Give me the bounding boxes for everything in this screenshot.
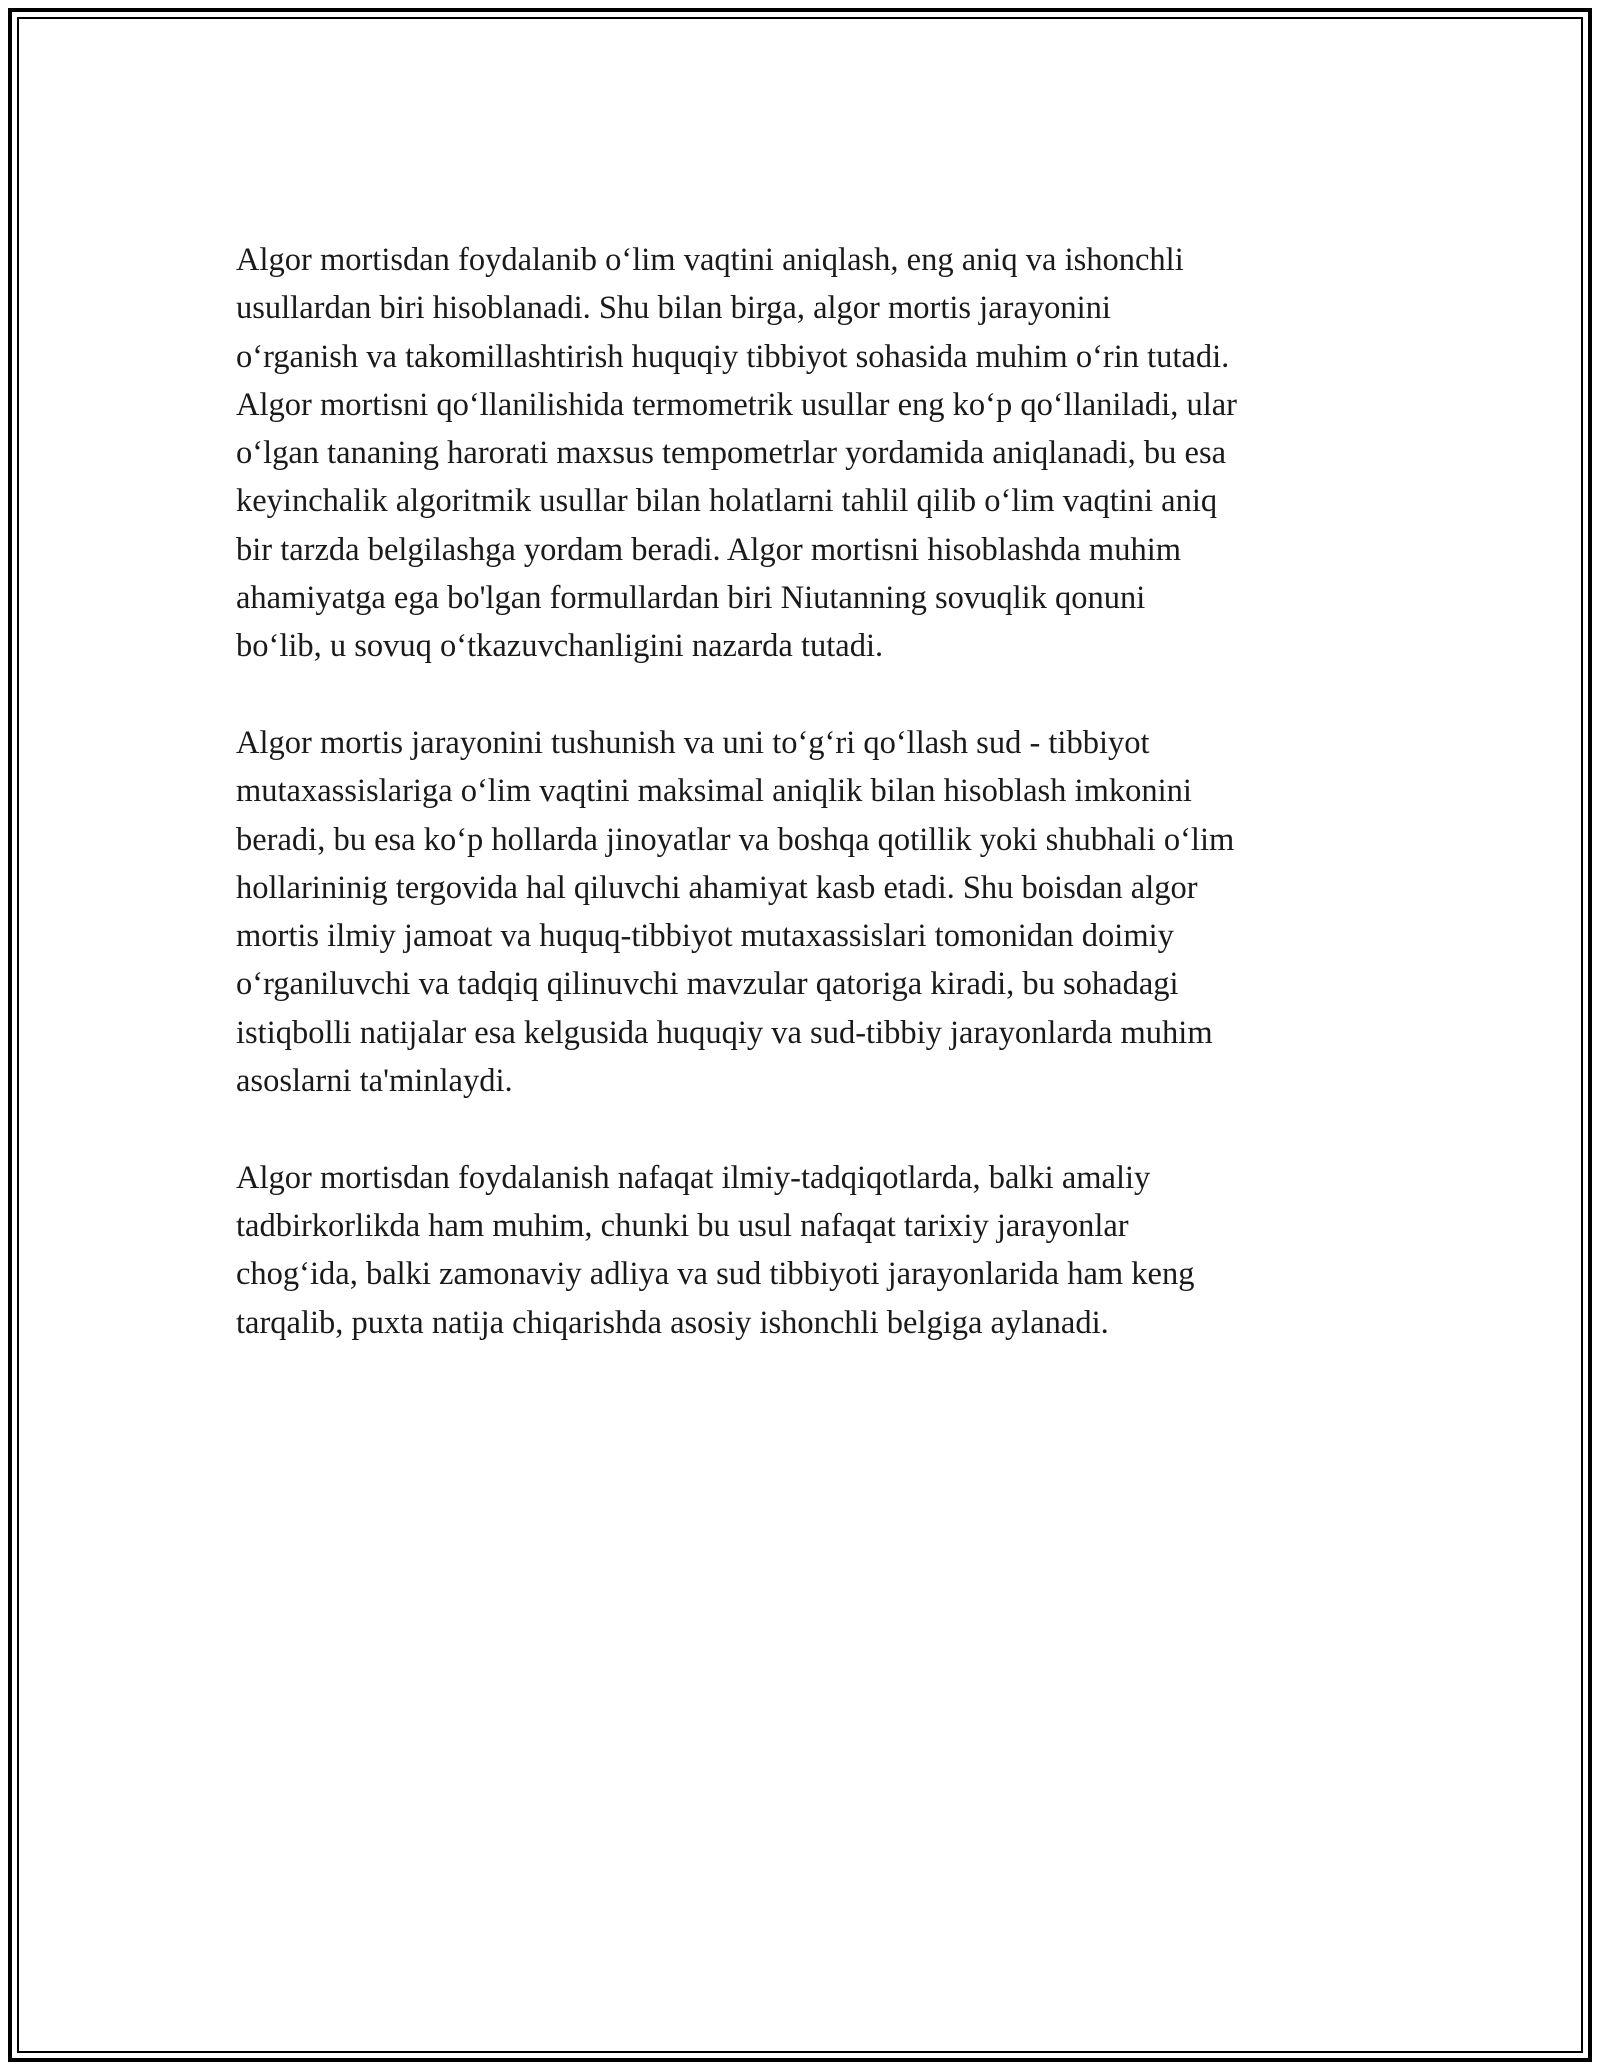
paragraph-2	[236, 719, 1366, 1105]
text-line: mutaxassislariga o‘lim vaqtini maksimal aniqlik bilan hisoblash imkonini	[236, 773, 1192, 810]
text-line: mortis ilmiy jamoat va huquq-tibbiyot mutaxassislari tomonidan doimiy	[236, 918, 1174, 955]
text-line: tarqalib, puxta natija chiqarishda asosiy ishonchli belgiga aylanadi.	[236, 1304, 1109, 1341]
text-line: Algor mortisdan foydalanish nafaqat ilmiy-tadqiqotlarda, balki amaliy	[236, 1159, 1151, 1196]
text-line: Algor mortisni qo‘llanilishida termometrik usullar eng ko‘p qo‘llaniladi, ular	[236, 386, 1237, 423]
text-line: beradi, bu esa ko‘p hollarda jinoyatlar va boshqa qotillik yoki shubhali o‘lim	[236, 821, 1235, 858]
text-line: o‘rganiluvchi va tadqiq qilinuvchi mavzular qatoriga kiradi, bu sohadagi	[236, 966, 1179, 1003]
text-line: tadbirkorlikda ham muhim, chunki bu usul nafaqat tarixiy jarayonlar	[236, 1207, 1129, 1244]
text-line: bo‘lib, u sovuq o‘tkazuvchanligini nazarda tutadi.	[236, 628, 884, 665]
text-line: Algor mortis jarayonini tushunish va uni to‘g‘ri qo‘llash sud - tibbiyot	[236, 724, 1150, 761]
text-line: Algor mortisdan foydalanib o‘lim vaqtini aniqlash, eng aniq va ishonchli	[236, 242, 1184, 278]
text-line: chog‘ida, balki zamonaviy adliya va sud tibbiyoti jarayonlarida ham keng	[236, 1256, 1195, 1293]
text-line: keyinchalik algoritmik usullar bilan holatlarni tahlil qilib o‘lim vaqtini aniq	[236, 483, 1218, 520]
paragraph-1	[236, 236, 1366, 671]
paragraph-3	[236, 1154, 1366, 1347]
text-line: ahamiyatga ega bo'lgan formullardan biri Niutanning sovuqlik qonuni	[236, 580, 1146, 617]
document-body	[236, 236, 1366, 1395]
text-line: istiqbolli natijalar esa kelgusida huquqiy va sud-tibbiy jarayonlarda muhim	[236, 1014, 1213, 1051]
text-line: bir tarzda belgilashga yordam beradi. Algor mortisni hisoblashda muhim	[236, 531, 1182, 568]
text-line: asoslarni ta'minlaydi.	[236, 1063, 513, 1100]
text-line: o‘rganish va takomillashtirish huquqiy tibbiyot sohasida muhim o‘rin tutadi.	[236, 338, 1230, 375]
text-line: o‘lgan tananing harorati maxsus tempometrlar yordamida aniqlanadi, bu esa	[236, 435, 1227, 472]
text-line: usullardan biri hisoblanadi. Shu bilan birga, algor mortis jarayonini	[236, 290, 1111, 327]
text-line: hollarininig tergovida hal qiluvchi ahamiyat kasb etadi. Shu boisdan algor	[236, 869, 1198, 906]
